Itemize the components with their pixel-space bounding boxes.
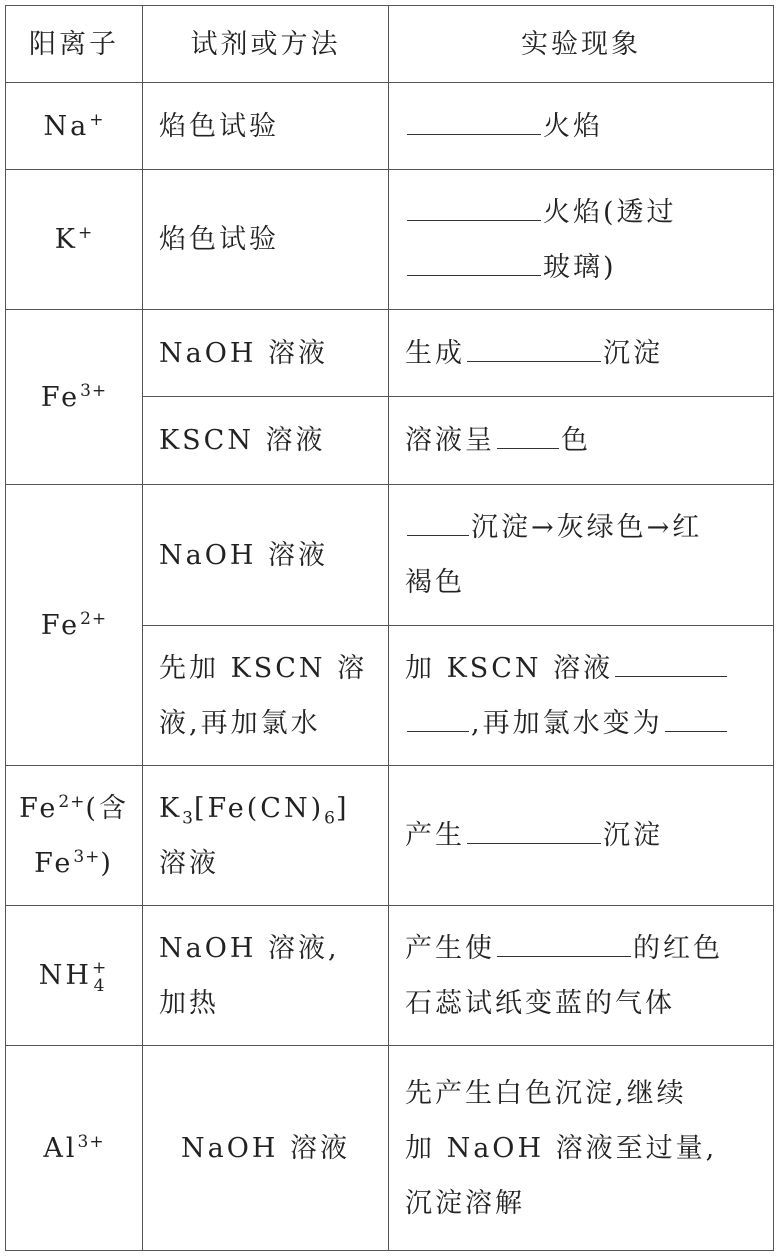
phenomenon-fe3-kscn: 溶液呈 色 bbox=[389, 397, 774, 485]
reagent-fe2-kscn: 先加 KSCN 溶 液,再加氯水 bbox=[143, 626, 389, 766]
table-row-fe2-fe3 bbox=[6, 766, 774, 906]
answer-blank[interactable] bbox=[407, 706, 469, 731]
answer-blank[interactable] bbox=[407, 109, 541, 134]
table-row-k bbox=[6, 170, 774, 310]
table-row-nh4 bbox=[6, 906, 774, 1046]
table-row-al bbox=[6, 1046, 774, 1251]
phenomenon-k: 火焰(透过 玻璃) bbox=[389, 170, 774, 310]
phenomenon-nh4: 产生使 的红色 石蕊试纸变蓝的气体 bbox=[389, 906, 774, 1046]
reagent-al: NaOH 溶液 bbox=[143, 1046, 389, 1251]
phenomenon-fe2-kscn: 加 KSCN 溶液 ,再加氯水变为 bbox=[389, 626, 774, 766]
answer-blank[interactable] bbox=[615, 651, 727, 676]
answer-blank[interactable] bbox=[407, 511, 469, 536]
ion-k: K+ bbox=[6, 170, 143, 310]
answer-blank[interactable] bbox=[467, 819, 601, 844]
header-reagent: 试剂或方法 bbox=[143, 6, 389, 83]
answer-blank[interactable] bbox=[665, 706, 727, 731]
reagent-fe2-naoh: NaOH 溶液 bbox=[143, 485, 389, 626]
header-row bbox=[6, 6, 774, 83]
phenomenon-fe3-naoh: 生成 沉淀 bbox=[389, 310, 774, 397]
answer-blank[interactable] bbox=[497, 931, 631, 956]
reagent-k: 焰色试验 bbox=[143, 170, 389, 310]
answer-blank[interactable] bbox=[467, 336, 601, 361]
reagent-fe3-kscn: KSCN 溶液 bbox=[143, 397, 389, 485]
answer-blank[interactable] bbox=[497, 424, 559, 449]
phenomenon-fe2-fe3: 产生 沉淀 bbox=[389, 766, 774, 906]
reagent-nh4: NaOH 溶液, 加热 bbox=[143, 906, 389, 1046]
ion-test-table bbox=[5, 5, 774, 1251]
reagent-na: 焰色试验 bbox=[143, 83, 389, 170]
ion-fe3: $Fe^{3+}$ bbox=[6, 310, 143, 485]
header-ion: 阳离子 bbox=[6, 6, 143, 83]
table-row-na bbox=[6, 83, 774, 170]
ion-fe2-with-fe3: $Fe^{2+}$(含 $Fe^{3+}$) bbox=[6, 766, 143, 906]
phenomenon-fe2-naoh: 沉淀→灰绿色→红 褐色 bbox=[389, 485, 774, 626]
phenomenon-al: 先产生白色沉淀,继续 加 NaOH 溶液至过量, 沉淀溶解 bbox=[389, 1046, 774, 1251]
table-row-fe2-naoh bbox=[6, 485, 774, 626]
ion-al: $Al^{3+}$ bbox=[6, 1046, 143, 1251]
ion-nh4: NH + 4 bbox=[6, 906, 143, 1046]
answer-blank[interactable] bbox=[407, 195, 541, 220]
reagent-fe3-naoh: NaOH 溶液 bbox=[143, 310, 389, 397]
answer-blank[interactable] bbox=[407, 250, 541, 275]
table-row-fe3-naoh bbox=[6, 310, 774, 397]
header-phenomenon: 实验现象 bbox=[389, 6, 774, 83]
phenomenon-na: 火焰 bbox=[389, 83, 774, 170]
ion-na: Na+ bbox=[6, 83, 143, 170]
ion-fe2: $Fe^{2+}$ bbox=[6, 485, 143, 766]
reagent-fe2-fe3: $K_3[Fe(CN)_6]$ 溶液 bbox=[143, 766, 389, 906]
